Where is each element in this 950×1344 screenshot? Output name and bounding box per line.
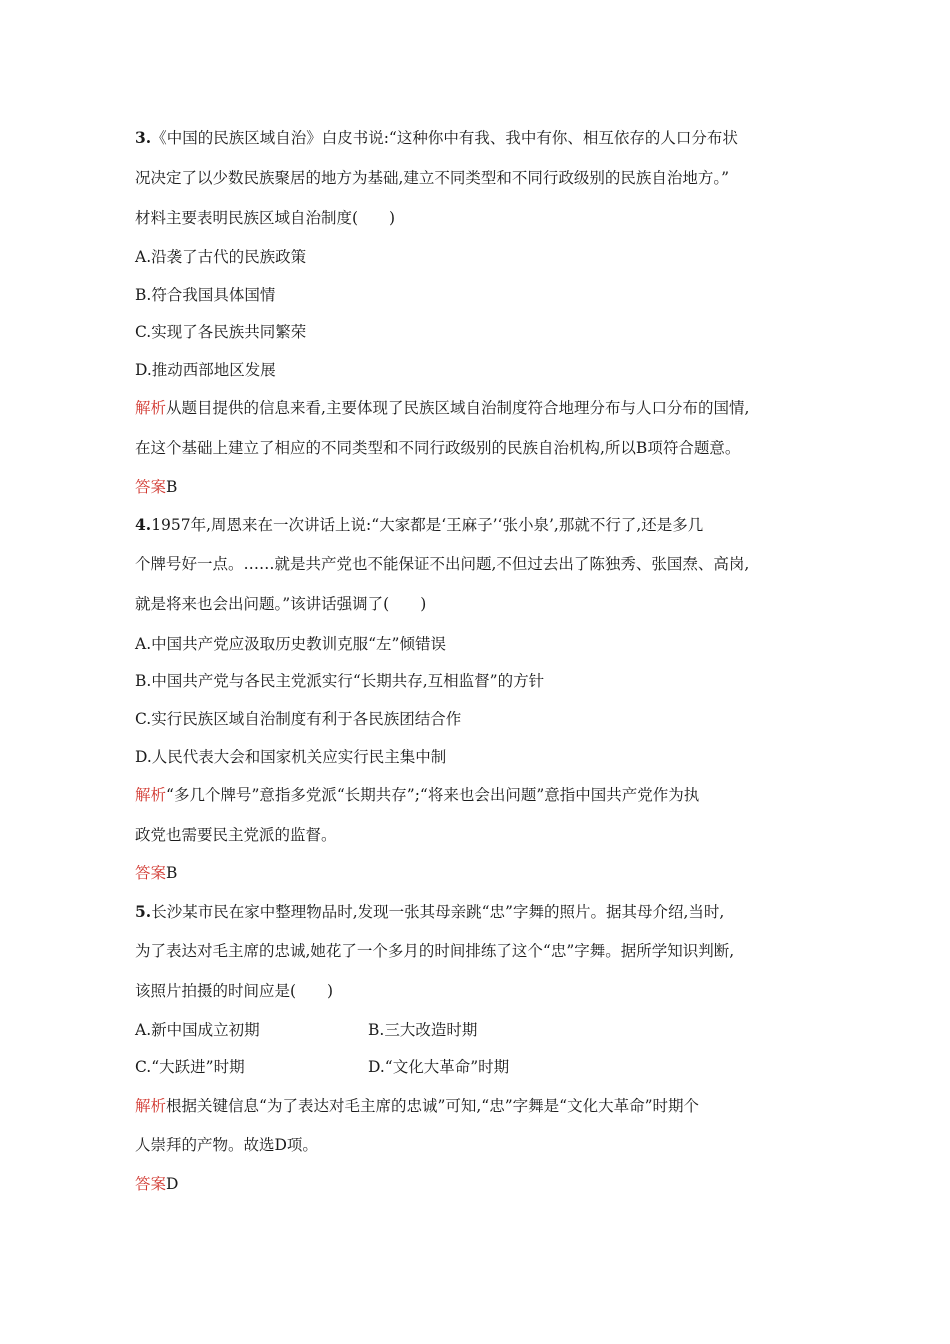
q5-option-c: C.“大跃进”时期 [135,1058,245,1076]
q3-answer [135,477,177,497]
q5-analysis-line1: 解析根据关键信息“为了表达对毛主席的忠诚”可知,“忠”字舞是“文化大革命”时期个 [135,1097,699,1115]
answer-label: 答案 [135,478,167,496]
q4-analysis-line1: 解析“多几个牌号”意指多党派“长期共存”;“将来也会出问题”意指中国共产党作为执 [135,786,700,804]
q5-option-d: D.“文化大革命”时期 [368,1058,510,1076]
q5-options-row2 [135,1057,245,1077]
q4-option-c: C.实行民族区域自治制度有利于各民族团结合作 [135,710,462,728]
q5-stem-line3: 该照片拍摄的时间应是( ) [135,982,334,1000]
q4-stem-line2: 个牌号好一点。……就是共产党也不能保证不出问题,不但过去出了陈独秀、张国焘、高岗, [135,555,750,573]
q5-stem-line1: 5.长沙某市民在家中整理物品时,发现一张其母亲跳“忠”字舞的照片。据其母介绍,当时, [135,902,725,921]
q5-option-a: A.新中国成立初期 [135,1021,260,1039]
q3-number: 3. [135,128,152,147]
q5-number: 5. [135,902,152,921]
analysis-label: 解析 [135,786,167,804]
q3-analysis-line1: 解析从题目提供的信息来看,主要体现了民族区域自治制度符合地理分布与人口分布的国情, [135,399,750,417]
q5-analysis-line2: 人崇拜的产物。故选D项。 [135,1136,318,1154]
q3-stem-line3: 材料主要表明民族区域自治制度( ) [135,209,396,227]
q4-option-a: A.中国共产党应汲取历史教训克服“左”倾错误 [135,635,446,653]
answer-value: B [166,478,178,496]
q4-analysis-line2: 政党也需要民主党派的监督。 [135,826,337,844]
q5-stem-line2: 为了表达对毛主席的忠诚,她花了一个多月的时间排练了这个“忠”字舞。据所学知识判断, [135,942,735,960]
q4-stem-line3: 就是将来也会出问题。”该讲话强调了( ) [135,595,427,613]
q5-option-b: B.三大改造时期 [368,1021,478,1039]
answer-value: D [166,1175,179,1193]
q5-answer [135,1174,178,1194]
q3-option-c: C.实现了各民族共同繁荣 [135,323,307,341]
analysis-label: 解析 [135,399,167,417]
answer-label: 答案 [135,1175,167,1193]
q4-option-b: B.中国共产党与各民主党派实行“长期共存,互相监督”的方针 [135,672,545,690]
analysis-label: 解析 [135,1097,167,1115]
q3-stem-line2: 况决定了以少数民族聚居的地方为基础,建立不同类型和不同行政级别的民族自治地方。” [135,169,730,187]
q3-option-a: A.沿袭了古代的民族政策 [135,248,307,266]
q3-analysis-line2: 在这个基础上建立了相应的不同类型和不同行政级别的民族自治机构,所以B项符合题意。 [135,439,741,457]
answer-label: 答案 [135,864,167,882]
q5-options-row1 [135,1020,260,1040]
q4-answer [135,863,177,883]
q3-option-d: D.推动西部地区发展 [135,361,276,379]
q4-option-d: D.人民代表大会和国家机关应实行民主集中制 [135,748,447,766]
answer-value: B [166,864,178,882]
q4-stem-line1: 4.1957年,周恩来在一次讲话上说:“大家都是‘王麻子’‘张小泉’,那就不行了,还是多几 [135,515,704,534]
q3-stem-line1: 3.《中国的民族区域自治》白皮书说:“这种你中有我、我中有你、相互依存的人口分布状 [135,128,738,147]
q3-option-b: B.符合我国具体国情 [135,286,276,304]
q4-number: 4. [135,515,152,534]
